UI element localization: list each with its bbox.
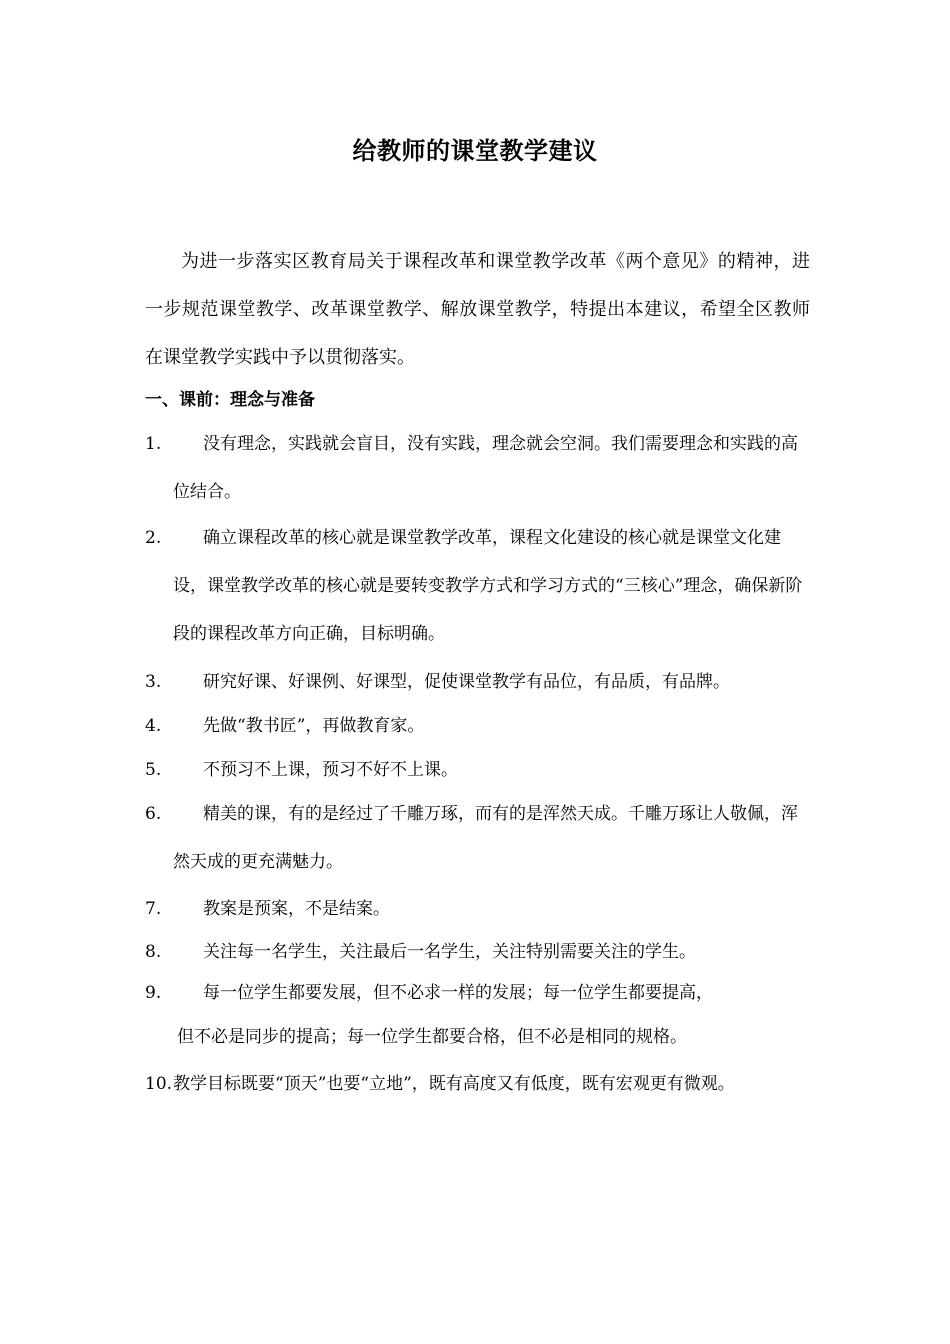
list-item-number: 8. (145, 942, 162, 962)
list-item-number: 10. (145, 1074, 173, 1094)
list-item-text: 不预习不上课，预习不好不上课。 (203, 760, 458, 780)
list-item-text: 先做“教书匠”，再做教育家。 (203, 716, 425, 736)
list-item-text: 没有理念，实践就会盲目，没有实践，理念就会空洞。我们需要理念和实践的高位结合。 (173, 434, 798, 502)
list-item-number: 2. (145, 528, 162, 548)
list-item (145, 1060, 810, 1108)
list-item (145, 746, 810, 794)
document-title: 给教师的课堂教学建议 (352, 137, 598, 165)
list-item-text-line2: 但不必是同步的提高；每一位学生都要合格，但不必是相同的规格。 (177, 1027, 687, 1047)
list-item (145, 420, 810, 516)
list-item (145, 658, 810, 706)
list-item (145, 514, 810, 658)
list-item-text-line1: 每一位学生都要发展，但不必求一样的发展；每一位学生都要提高， (203, 983, 713, 1003)
list-item-number: 9. (145, 983, 162, 1003)
list-item (145, 702, 810, 750)
list-item (145, 790, 810, 886)
section-heading: 一、课前：理念与准备 (145, 390, 315, 410)
list-item-number: 4. (145, 716, 162, 736)
list-item-text: 精美的课，有的是经过了千雕万琢，而有的是浑然天成。千雕万琢让人敬佩，浑然天成的更充满魅力。 (173, 804, 798, 872)
list-item-number: 3. (145, 672, 162, 692)
list-item-number: 1. (145, 434, 162, 454)
list-item-text: 研究好课、好课例、好课型，促使课堂教学有品位，有品质，有品牌。 (203, 672, 730, 692)
intro-paragraph: 为进一步落实区教育局关于课程改革和课堂教学改革《两个意见》的精神，进一步规范课堂教学、改革课堂教学、解放课堂教学，特提出本建议，希望全区教师在课堂教学实践中予以贯彻落实。 (145, 251, 810, 368)
list-item-text: 教案是预案，不是结案。 (203, 899, 390, 919)
list-item-number: 5. (145, 760, 162, 780)
list-item-text: 确立课程改革的核心就是课堂教学改革，课程文化建设的核心就是课堂文化建设，课堂教学改革的核心就是要转变教学方式和学习方式的“三核心”理念，确保新阶段的课程改革方向正确，目标明确。 (173, 528, 803, 644)
list-item (145, 885, 810, 933)
list-item (145, 928, 810, 976)
list-item-text: 关注每一名学生，关注最后一名学生，关注特别需要关注的学生。 (203, 942, 696, 962)
list-item (145, 971, 810, 1059)
list-item-number: 6. (145, 804, 162, 824)
list-item-number: 7. (145, 899, 162, 919)
list-item-text: 教学目标既要“顶天”也要“立地”，既有高度又有低度，既有宏观更有微观。 (173, 1074, 735, 1094)
